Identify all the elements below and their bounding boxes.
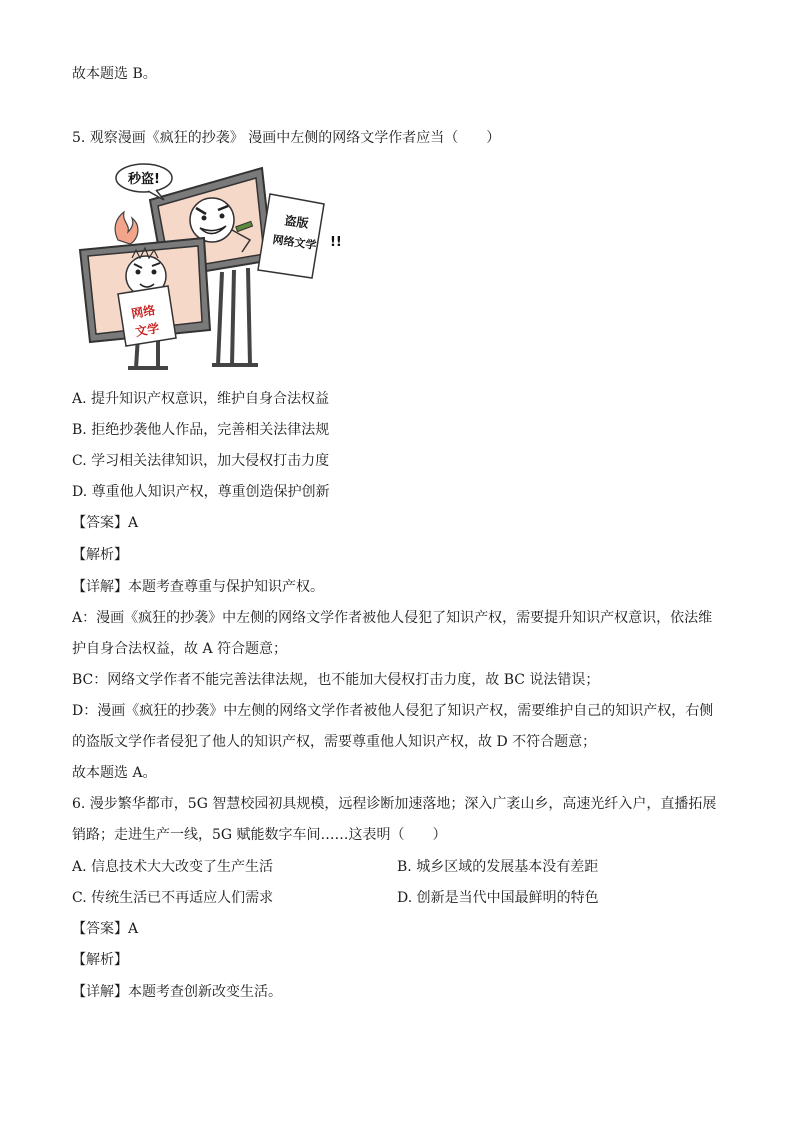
q6-option-a: A. 信息技术大大改变了生产生活 [72,859,274,875]
detail-label: 【详解】 [72,984,128,1000]
previous-answer-conclusion: 故本题选 B。 [72,66,157,82]
comic-illustration [72,160,357,375]
svg-text:网络: 网络 [130,303,157,322]
svg-text:秒盗!: 秒盗! [128,172,160,187]
q5-option-a: A. 提升知识产权意识，维护自身合法权益 [72,391,330,407]
answer-value: A [128,515,139,531]
q5-explanation-line: 护自身合法权益，故 A 符合题意； [72,641,288,657]
q5-explanation-line: 的盗版文学作者侵犯了他人的知识产权，需要尊重他人知识产权，故 D 不符合题意； [72,734,597,750]
q5-analysis-label: 【解析】 [72,547,128,563]
answer-label: 【答案】 [72,921,128,937]
question-6-stem-line2: 销路；走进生产一线，5G 赋能数字车间……这表明（ ） [72,827,447,843]
q5-option-c: C. 学习相关法律知识，加大侵权打击力度 [72,453,330,469]
q5-conclusion: 故本题选 A。 [72,765,157,781]
detail-label: 【详解】 [72,579,128,595]
q5-option-b: B. 拒绝抄袭他人作品，完善相关法律法规 [72,422,330,438]
svg-text:网络文学: 网络文学 [271,233,318,253]
q5-option-d: D. 尊重他人知识产权，尊重创造保护创新 [72,484,330,500]
q5-explanation-line: BC：网络文学作者不能完善法律法规，也不能加大侵权打击力度，故 BC 说法错误； [72,672,600,688]
detail-intro: 本题考查尊重与保护知识产权。 [128,579,324,595]
detail-intro: 本题考查创新改变生活。 [128,984,282,1000]
q5-explanation-line: A：漫画《疯狂的抄袭》中左侧的网络文学作者被他人侵犯了知识产权，需要提升知识产权意识，依法维 [72,610,713,626]
q6-answer [72,919,138,939]
flame-icon [115,212,138,244]
original-paper [118,286,176,346]
question-6-stem-line1: 6. 漫步繁华都市，5G 智慧校园初具规模，远程诊断加速落地；深入广袤山乡，高速光纤入户，直播拓展 [72,796,717,812]
svg-text:文学: 文学 [134,321,161,340]
q5-answer [72,513,138,533]
speech-bubble [116,164,172,200]
q5-explanation-line: D：漫画《疯狂的抄袭》中左侧的网络文学作者被他人侵犯了知识产权，需要维护自己的知识产权，右侧 [72,703,714,719]
answer-value: A [128,921,139,937]
q6-option-b: B. 城乡区域的发展基本没有差距 [397,859,599,875]
question-5-stem: 5. 观察漫画《疯狂的抄袭》 漫画中左侧的网络文学作者应当（ ） [72,130,501,146]
q6-detail [72,982,282,1002]
q6-analysis-label: 【解析】 [72,952,128,968]
q5-detail [72,577,324,597]
q6-option-d: D. 创新是当代中国最鲜明的特色 [397,890,599,906]
q6-option-c: C. 传统生活已不再适应人们需求 [72,890,274,906]
pirated-paper [258,194,342,278]
svg-text:盗版: 盗版 [283,213,310,231]
answer-label: 【答案】 [72,515,128,531]
svg-text:!!: !! [330,235,342,250]
